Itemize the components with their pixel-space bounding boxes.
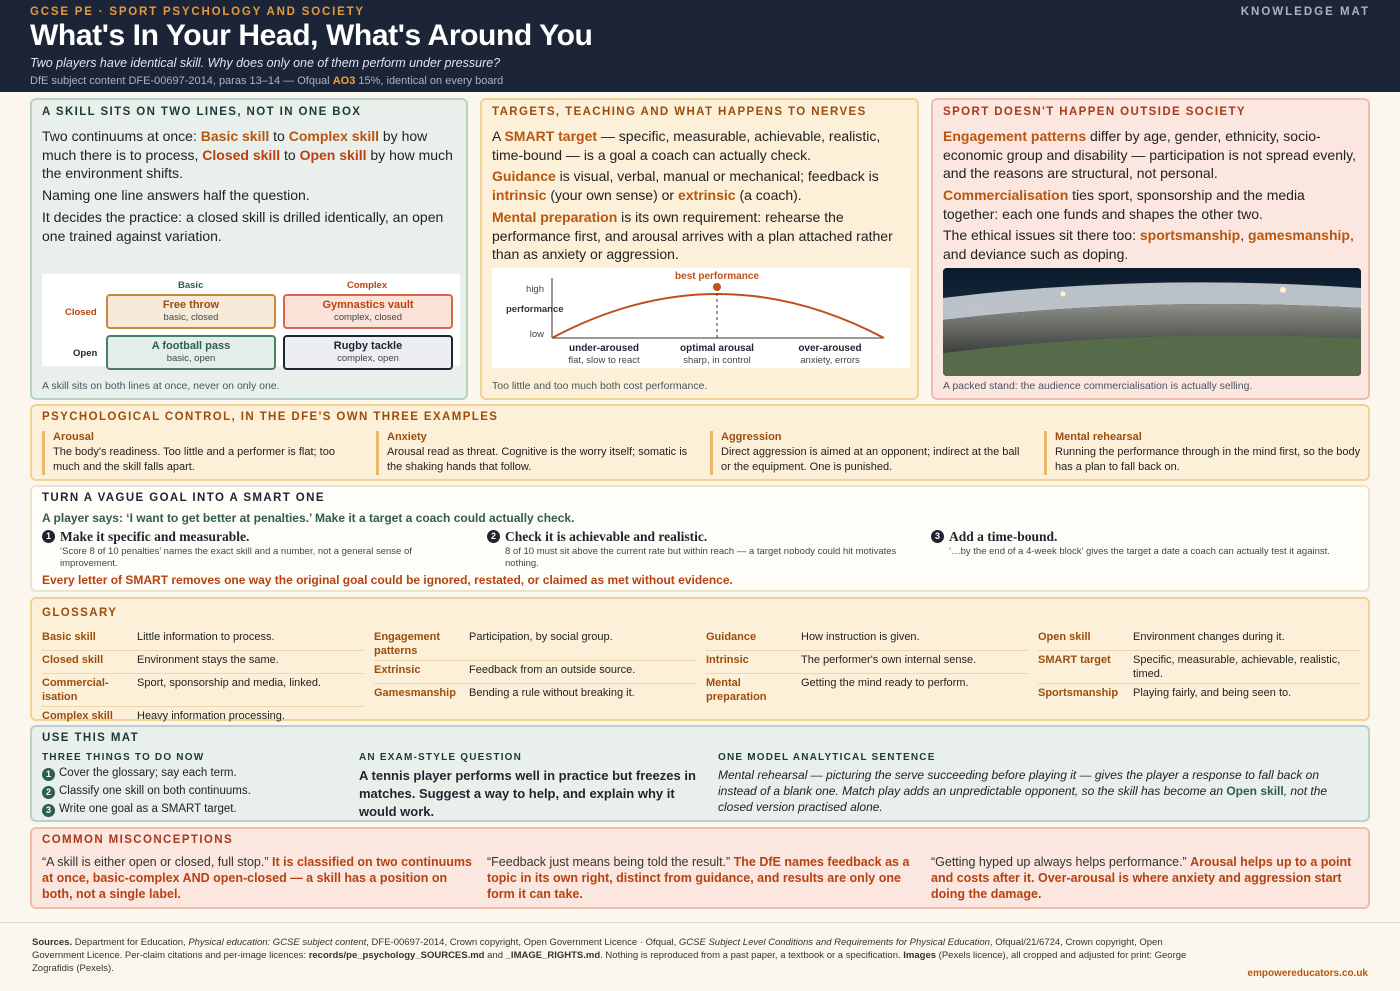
card-heading: USE THIS MAT (42, 732, 140, 744)
keyword: Closed skill (202, 146, 281, 163)
cell-sub: complex, closed (333, 312, 403, 323)
card-smart (30, 485, 1370, 592)
glossary-def: Environment changes during it. (1133, 631, 1285, 643)
glossary-column-3 (706, 628, 1028, 706)
skills-para-3: It decides the practice: a closed skill is drilled identically, an open one trained against variation. (42, 209, 444, 244)
cell-title: Gymnastics vault (322, 299, 414, 311)
step-desc: 8 of 10 must sit above the current rate but within reach — a target nobody could hit motivates nothing. (505, 546, 897, 569)
item-title: Anxiety (387, 431, 427, 443)
text: A (492, 128, 505, 144)
glossary-term: Commercial-isation (42, 677, 109, 703)
glossary-row (374, 684, 696, 706)
glossary-column-4 (1038, 628, 1360, 706)
glossary-def: Specific, measurable, achievable, realistic, timed. (1133, 654, 1341, 680)
glossary-row (706, 674, 1028, 706)
step-desc: ‘Score 8 of 10 penalties’ names the exact skill and a number, not a general sense of improvement. (60, 546, 412, 569)
cell-sub: complex, open (337, 353, 399, 364)
text: (Pexels licence), all cropped and adjusted for print: George Zografidis (Pexels). (32, 950, 1187, 974)
misconception-item (487, 854, 917, 902)
psych-item-aggression (710, 431, 1032, 475)
glossary-term: Sportsmanship (1038, 687, 1119, 699)
glossary-row (1038, 651, 1360, 684)
glossary-term: Extrinsic (374, 664, 421, 676)
cell-title: Free throw (162, 299, 220, 311)
text: differ by age, gender, ethnicity, socio-economic group and disability — participation is not spread evenly, and the reasons are structural, not personal. (943, 128, 1356, 181)
keyword: Basic skill (200, 128, 270, 144)
glossary-term: Gamesmanship (374, 687, 456, 699)
card-skills (30, 98, 468, 400)
misconception-fix: The DfE names feedback as a topic in its own right, distinct from guidance, and results are only one form it can take. (487, 855, 910, 901)
mat-label: KNOWLEDGE MAT (1240, 6, 1370, 18)
text: . Nothing is reproduced from a past paper, a textbook or a specification. (600, 950, 904, 961)
text: to (269, 128, 289, 144)
misconception-item (931, 854, 1361, 902)
card-heading: TURN A VAGUE GOAL INTO A SMART ONE (42, 492, 325, 504)
model-heading: ONE MODEL ANALYTICAL SENTENCE (718, 752, 936, 763)
skill-grid (42, 274, 460, 366)
targets-para-2 (492, 167, 912, 204)
text: — specific, measurable, achievable, realistic, time-bound — is a goal a coach can actually check. (492, 128, 881, 163)
zone-sub-under: flat, slow to react (568, 355, 640, 366)
y-label-low: low (529, 329, 544, 340)
card-misconceptions (30, 827, 1370, 909)
todo-number: 2 (42, 786, 55, 799)
card-heading: GLOSSARY (42, 607, 118, 619)
col-header-complex: Complex (347, 280, 388, 291)
society-para-2 (943, 186, 1363, 223)
text: _IMAGE_RIGHTS.md (505, 950, 601, 961)
text: Physical education: GCSE subject content (188, 937, 367, 948)
todo-item (42, 785, 251, 799)
zone-label-over: over-aroused (798, 343, 862, 354)
zone-label-under: under-aroused (568, 343, 640, 354)
exam-heading: AN EXAM-STYLE QUESTION (359, 752, 523, 763)
misconception-fix: It is classified on two continuums at once, basic-complex AND open-closed — a skill has a position on both, not a single label. (42, 855, 472, 901)
step-title: Check it is achievable and realistic. (505, 529, 708, 544)
glossary-term: Intrinsic (706, 654, 749, 666)
todo-heading: THREE THINGS TO DO NOW (42, 752, 205, 763)
glossary-row (706, 651, 1028, 674)
stadium-photo (943, 268, 1361, 376)
card-heading: SPORT DOESN'T HAPPEN OUTSIDE SOCIETY (943, 106, 1246, 118)
skills-caption: A skill sits on both lines at once, never on only one. (42, 380, 280, 392)
glossary-row (706, 628, 1028, 651)
item-desc: Direct aggression is aimed at an opponent; indirect at the ball or the equipment. One is punished. (721, 446, 1020, 473)
exam-question: A tennis player performs well in practice but freezes in matches. Suggest a way to help, and explain why it would work. (359, 768, 696, 819)
card-heading: TARGETS, TEACHING AND WHAT HAPPENS TO NERVES (492, 106, 867, 118)
psych-item-mental-rehearsal (1044, 431, 1366, 475)
keyword: Open skill (299, 146, 367, 163)
text: records/pe_psychology_SOURCES.md (308, 950, 485, 961)
society-para-1 (943, 127, 1363, 183)
card-heading: COMMON MISCONCEPTIONS (42, 834, 234, 846)
text: by how much the environment shifts. (42, 146, 453, 181)
kicker: GCSE PE · SPORT PSYCHOLOGY AND SOCIETY (30, 6, 365, 18)
glossary-row (42, 628, 364, 651)
glossary-def: How instruction is given. (801, 631, 920, 643)
glossary-term: SMART target (1038, 654, 1111, 666)
card-targets (480, 98, 919, 400)
peak-point (713, 283, 721, 291)
sources (32, 936, 1202, 975)
step-number: 1 (42, 530, 55, 543)
item-title: Arousal (53, 431, 94, 443)
text: (a coach). (735, 186, 802, 203)
glossary-row (42, 674, 364, 707)
glossary-def: Bending a rule without breaking it. (469, 687, 635, 699)
text: Images (903, 950, 937, 961)
model-sentence (718, 767, 1358, 815)
todo-item (42, 767, 237, 781)
card-heading: A SKILL SITS ON TWO LINES, NOT IN ONE BOX (42, 106, 362, 118)
keyword: Open skill (1226, 784, 1284, 798)
glossary-column-1 (42, 628, 364, 729)
targets-para-3 (492, 208, 912, 264)
zone-sub-optimal: sharp, in control (683, 355, 751, 366)
glossary-def: Playing fairly, and being seen to. (1133, 687, 1292, 699)
item-title: Aggression (721, 431, 782, 443)
keyword: Commercialisation (943, 187, 1069, 203)
text: , (1240, 227, 1249, 243)
text: , DFE-00697-2014, Crown copyright, Open Government Licence · Ofqual, (366, 937, 679, 948)
text: is its own requirement: rehearse the performance first, and arousal arrives with a plan attached rather than as anxiety or aggression. (492, 209, 893, 262)
ref-suffix: 15%, identical on every board (355, 75, 504, 87)
glossary-column-2 (374, 628, 696, 706)
cell-sub: basic, closed (163, 312, 219, 323)
card-society (931, 98, 1370, 400)
glossary-row (42, 651, 364, 674)
footer-divider (0, 922, 1400, 923)
misconception-item (42, 854, 472, 902)
text: GCSE Subject Level Conditions and Requirements for Physical Education (678, 937, 990, 948)
skill-cell-gymnastics-vault (283, 294, 453, 329)
glossary-term: Closed skill (42, 654, 104, 666)
glossary-def: Little information to process. (137, 631, 275, 643)
glossary-term: Engagement patterns (374, 631, 441, 657)
todo-number: 1 (42, 768, 55, 781)
text: , and deviance such as doping. (943, 227, 1354, 262)
smart-intro: A player says: ‘I want to get better at penalties.’ Make it a target a coach could actually check. (42, 511, 575, 525)
misconception-quote: “Getting hyped up always helps performance.” (931, 855, 1191, 869)
step-number: 3 (931, 530, 944, 543)
cell-sub: basic, open (166, 353, 216, 364)
item-desc: The body's readiness. Too little and a performer is flat; too much and the skill falls apart. (53, 446, 335, 473)
keyword: Complex skill (288, 128, 379, 144)
skills-para-2: Naming one line answers half the question. (42, 187, 310, 203)
skill-cell-rugby-tackle (283, 335, 453, 370)
item-desc: Arousal read as threat. Cognitive is the worry itself; somatic is the shaking hands that follow. (387, 446, 688, 473)
content-reference (30, 75, 503, 87)
ref-text: DfE subject content DFE-00697-2014, paras 13–14 — Ofqual (30, 75, 333, 87)
misconception-fix: Arousal helps up to a point and costs after it. Over-arousal is where anxiety and aggression start doing the damage. (931, 855, 1352, 901)
text: , Ofqual/21/6724, Crown copyright, Open Government Licence. Per-claim citations and per-image licences: (32, 937, 1163, 961)
text: , not the closed version practised alone. (718, 784, 1328, 814)
glossary-row (1038, 684, 1360, 706)
smart-conclusion: Every letter of SMART removes one way the original goal could be ignored, restated, or claimed as met without evidence. (42, 573, 733, 587)
text: ties sport, sponsorship and the media together: each one funds and shapes the other two. (943, 187, 1305, 222)
targets-para-1 (492, 127, 912, 164)
arousal-performance-chart (492, 268, 910, 368)
text: Mental rehearsal — picturing the serve succeeding before playing it — gives the player a response to fall back on instead of a blank one. Match play adds an unpredictable opponent, so the skill has become an (718, 768, 1319, 798)
step-number: 2 (487, 530, 500, 543)
peak-label: best performance (675, 271, 759, 282)
y-label-high: high (526, 284, 544, 295)
text: Two continuums at once: (42, 128, 201, 144)
glossary-term: Guidance (706, 631, 757, 643)
keyword: intrinsic (492, 186, 547, 203)
keyword: gamesmanship (1248, 227, 1350, 243)
glossary-def: Heavy information processing. (137, 710, 285, 722)
glossary-def: Participation, by social group. (469, 631, 613, 643)
glossary-def: The performer's own internal sense. (801, 654, 977, 666)
glossary-term: Complex skill (42, 710, 113, 722)
misconception-quote: “Feedback just means being told the result.” (487, 855, 734, 869)
cell-title: Rugby tackle (333, 340, 403, 352)
keyword: SMART target (504, 128, 598, 144)
card-heading: PSYCHOLOGICAL CONTROL, IN THE DFE'S OWN THREE EXAMPLES (42, 411, 499, 423)
item-desc: Running the performance through in the mind first, so the body has a plan to fall back on. (1055, 446, 1361, 473)
card-psych-control (30, 404, 1370, 481)
skill-cell-free-throw (106, 294, 276, 329)
todo-item (42, 803, 237, 817)
header (0, 0, 1400, 92)
todo-text: Write one goal as a SMART target. (59, 803, 237, 815)
glossary-row (374, 661, 696, 684)
glossary-def: Feedback from an outside source. (469, 664, 636, 676)
zone-sub-over: anxiety, errors (800, 355, 860, 366)
glossary-term: Basic skill (42, 631, 96, 643)
keyword: Guidance (492, 168, 556, 184)
arousal-curve (552, 294, 884, 338)
page-title: What's In Your Head, What's Around You (30, 19, 593, 52)
targets-caption: Too little and too much both cost performance. (492, 380, 708, 392)
glossary-term: Open skill (1038, 631, 1091, 643)
skill-cell-football-pass (106, 335, 276, 370)
glossary-row (374, 628, 696, 661)
ao-badge: AO3 (332, 75, 356, 87)
step-desc: ‘…by the end of a 4-week block’ gives the target a date a coach can actually test it against. (949, 546, 1330, 557)
glossary-def: Environment stays the same. (137, 654, 279, 666)
card-use-mat (30, 725, 1370, 822)
text: is visual, verbal, manual or mechanical; feedback is (555, 168, 879, 184)
row-header-closed: Closed (65, 307, 97, 318)
text: by how much there is to process, (42, 128, 428, 163)
keyword: Mental preparation (492, 209, 618, 225)
stadium-illustration (943, 268, 1361, 376)
keyword: sportsmanship (1139, 227, 1241, 243)
site-link[interactable]: empowereducators.co.uk (1247, 968, 1368, 979)
glossary-row (1038, 628, 1360, 651)
glossary-def: Sport, sponsorship and media, linked. (137, 677, 322, 689)
skills-para-1 (42, 127, 462, 183)
keyword: extrinsic (677, 186, 736, 203)
keyword: Engagement patterns (943, 128, 1087, 144)
todo-number: 3 (42, 804, 55, 817)
card-glossary (30, 597, 1370, 721)
y-label-performance: performance (506, 304, 564, 315)
item-title: Mental rehearsal (1055, 431, 1142, 443)
psych-item-anxiety (376, 431, 698, 475)
society-caption: A packed stand: the audience commercialisation is actually selling. (943, 380, 1253, 392)
page-subtitle: Two players have identical skill. Why does only one of them perform under pressure? (30, 56, 501, 70)
todo-text: Cover the glossary; say each term. (59, 767, 237, 779)
society-para-3 (943, 226, 1363, 263)
text: and (484, 950, 506, 961)
todo-text: Classify one skill on both continuums. (59, 785, 251, 797)
row-header-open: Open (73, 348, 98, 359)
col-header-basic: Basic (178, 280, 204, 291)
cell-title: A football pass (151, 340, 231, 352)
text: The ethical issues sit there too: (943, 227, 1140, 243)
text: (your own sense) or (546, 186, 678, 203)
text: to (280, 146, 300, 163)
zone-label-optimal: optimal arousal (680, 343, 754, 354)
text: Department for Education, (72, 937, 189, 948)
arousal-curve-svg (492, 268, 910, 368)
glossary-def: Getting the mind ready to perform. (801, 677, 969, 689)
step-title: Add a time-bound. (949, 529, 1058, 544)
step-title: Make it specific and measurable. (60, 529, 250, 544)
psych-item-arousal (42, 431, 364, 475)
misconception-quote: “A skill is either open or closed, full stop.” (42, 855, 272, 869)
glossary-term: Mental preparation (706, 677, 767, 703)
sources-label: Sources. (32, 937, 73, 948)
